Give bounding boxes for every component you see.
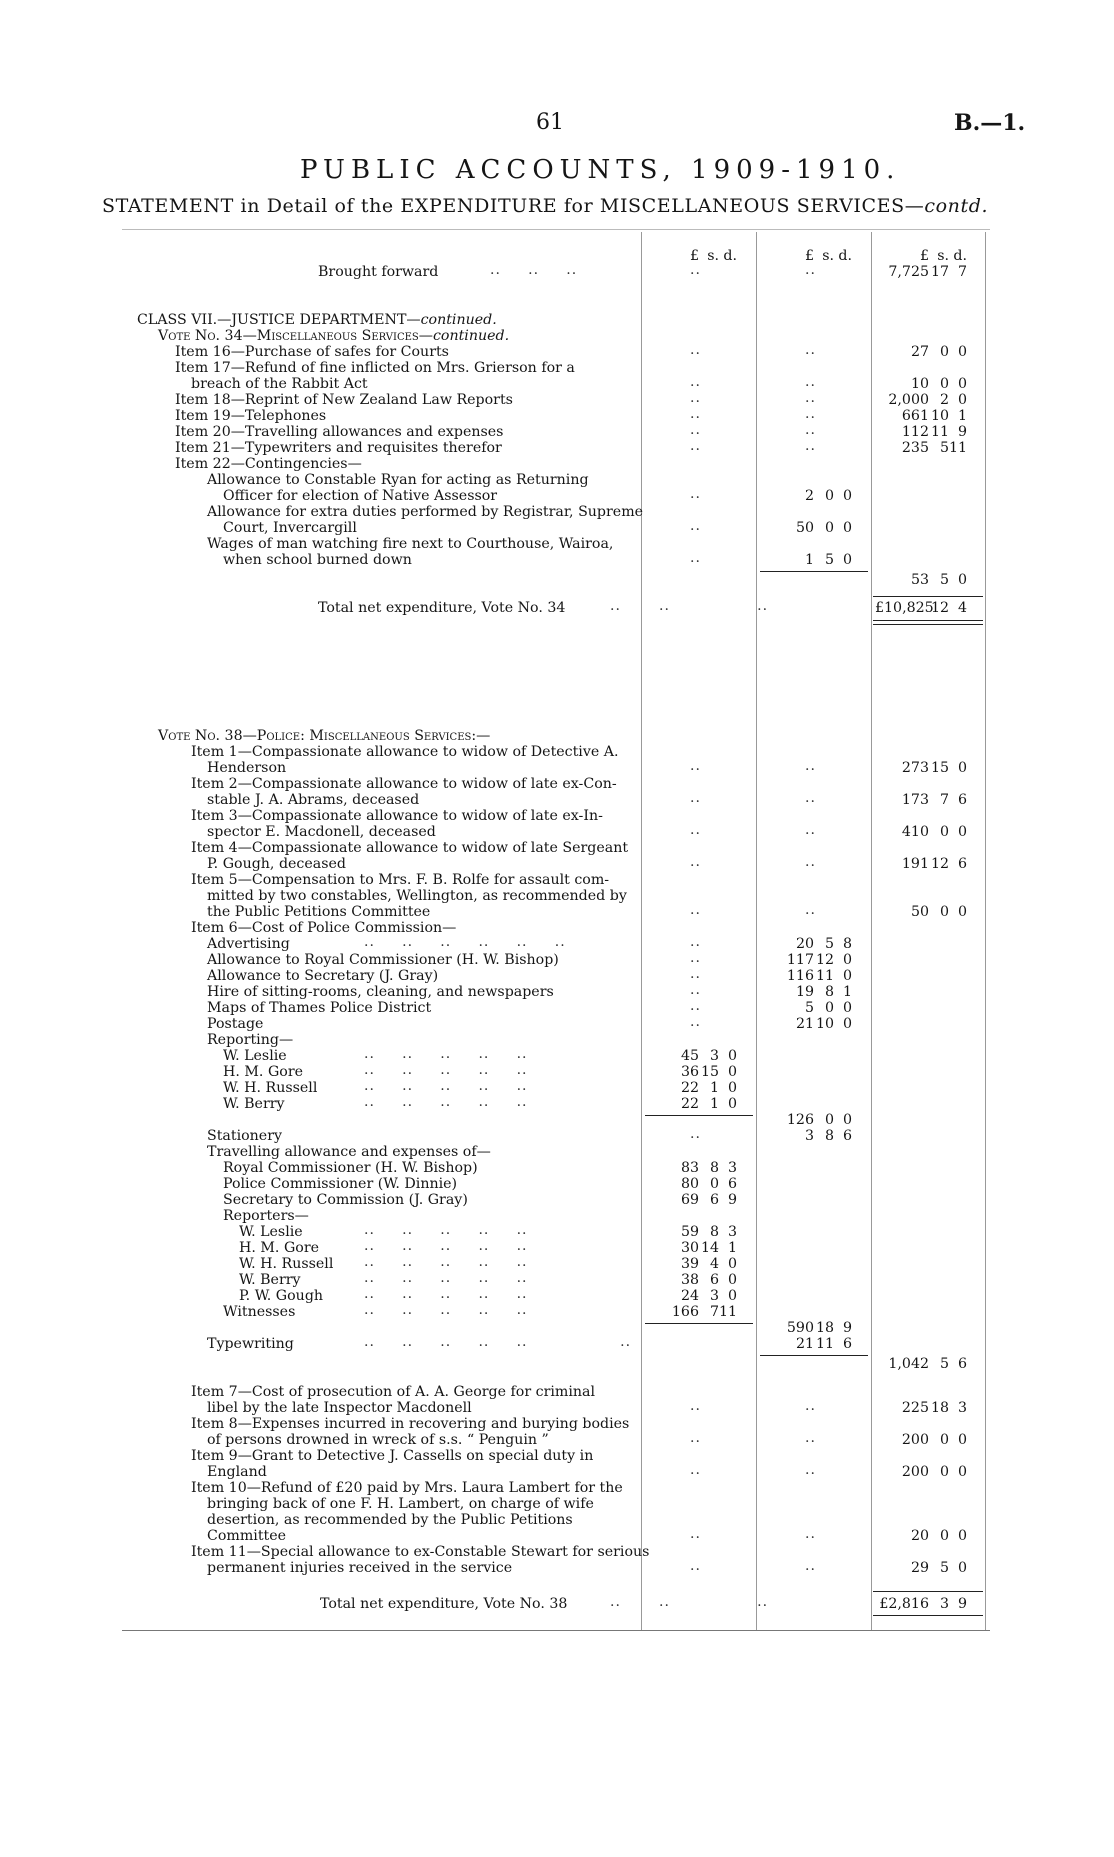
vote38-line: W. H. Russell bbox=[223, 1080, 318, 1096]
dot-leaders: .. .. .. .. .. bbox=[805, 1398, 816, 1574]
dot-leader: .. .. .. bbox=[490, 262, 578, 278]
amount-rep-leslie: 45 3 0 bbox=[680, 1048, 737, 1064]
amount-postage: 21 10 0 bbox=[795, 1016, 852, 1032]
vote38-line: libel by the late Inspector Macdonell bbox=[207, 1400, 472, 1416]
subtotal-rule bbox=[645, 1323, 753, 1324]
vote38-line: Committee bbox=[207, 1528, 287, 1544]
vote38-line: Item 5—Compensation to Mrs. F. B. Rolfe for assault com- bbox=[191, 872, 610, 888]
amount-ryan: 2 0 0 bbox=[804, 488, 852, 504]
vote38-line: Royal Commissioner (H. W. Bishop) bbox=[223, 1160, 478, 1176]
column-rule-4 bbox=[985, 232, 986, 1630]
vote38-total: £2,816 3 9 bbox=[879, 1596, 967, 1612]
vote38-line: Hire of sitting-rooms, cleaning, and newspapers bbox=[207, 984, 554, 1000]
vote34-line: Item 19—Telephones bbox=[175, 408, 327, 424]
amount-tr-gray: 69 6 9 bbox=[680, 1192, 737, 1208]
vote34-line: Allowance to Constable Ryan for acting as Returning bbox=[207, 472, 589, 488]
amount-item3: 410 0 0 bbox=[901, 824, 967, 840]
vote38-line: Item 3—Compassionate allowance to widow of late ex-In- bbox=[191, 808, 603, 824]
amount-travel-total: 590 18 9 bbox=[786, 1320, 852, 1336]
vote34-total-label: Total net expenditure, Vote No. 34 bbox=[318, 600, 566, 616]
vote38-line: spector E. Macdonell, deceased bbox=[207, 824, 436, 840]
amount-item18: 2,000 2 0 bbox=[888, 392, 967, 408]
vote38-line: Stationery bbox=[207, 1128, 282, 1144]
table-top-rule bbox=[122, 229, 990, 230]
page-number: 61 bbox=[536, 110, 564, 135]
vote38-line: Item 8—Expenses incurred in recovering and burying bodies bbox=[191, 1416, 630, 1432]
vote38-line: Allowance to Secretary (J. Gray) bbox=[207, 968, 439, 984]
dot-leaders: .. .. .. .. .. .. bbox=[690, 934, 701, 1030]
amount-item2: 173 7 6 bbox=[901, 792, 967, 808]
amount-tr-gore: 30 14 1 bbox=[680, 1240, 737, 1256]
amount-item16: 27 0 0 bbox=[910, 344, 967, 360]
amount-tr-russell: 39 4 0 bbox=[680, 1256, 737, 1272]
dot-leader: .. .. .. .. .. .. bbox=[364, 1334, 632, 1350]
vote34-line: Officer for election of Native Assessor bbox=[223, 488, 498, 504]
col3-head: £ s. d. bbox=[919, 248, 967, 264]
column-rule-3 bbox=[871, 232, 872, 1630]
total-rule-bottom bbox=[873, 1615, 983, 1616]
dot-leaders: .. .. .. .. .. .. .. .. .. .. .. .. .. .. .. .. .. .. .. .. .. .. .. .. .. .. .. .. .. .. bbox=[364, 1222, 528, 1318]
amount-item5: 50 0 0 bbox=[910, 904, 967, 920]
vote38-line: permanent injuries received in the service bbox=[207, 1560, 513, 1576]
vote38-line: Typewriting bbox=[207, 1336, 294, 1352]
vote34-total: £10,825 12 4 bbox=[875, 600, 967, 616]
brought-forward-label: Brought forward bbox=[318, 264, 439, 280]
amount-tr-leslie: 59 8 3 bbox=[680, 1224, 737, 1240]
total-double-rule bbox=[873, 624, 983, 625]
amount-item20: 112 11 9 bbox=[901, 424, 967, 440]
vote38-line: Item 1—Compassionate allowance to widow of Detective A. bbox=[191, 744, 619, 760]
amount-item8: 200 0 0 bbox=[901, 1432, 967, 1448]
brought-forward-amount: 7,725 17 7 bbox=[888, 264, 967, 280]
amount-item1: 273 15 0 bbox=[901, 760, 967, 776]
amount-allow-bishop: 117 12 0 bbox=[786, 952, 852, 968]
vote38-line: Item 4—Compassionate allowance to widow of late Sergeant bbox=[191, 840, 629, 856]
amount-typewriting: 21 11 6 bbox=[795, 1336, 852, 1352]
vote38-line: Postage bbox=[207, 1016, 264, 1032]
vote34-line: Item 22—Contingencies— bbox=[175, 456, 362, 472]
vote38-line: Advertising bbox=[207, 936, 290, 952]
amount-rep-gore: 36 15 0 bbox=[680, 1064, 737, 1080]
vote34-line: Item 21—Typewriters and requisites therefor bbox=[175, 440, 502, 456]
vote38-line: Item 7—Cost of prosecution of A. A. George for criminal bbox=[191, 1384, 596, 1400]
col1-empty: .. bbox=[690, 262, 701, 278]
subtotal-rule bbox=[645, 1115, 753, 1116]
vote38-line: Allowance to Royal Commissioner (H. W. Bishop) bbox=[207, 952, 559, 968]
vote38-line: Reporting— bbox=[207, 1032, 294, 1048]
amount-advertising: 20 5 8 bbox=[795, 936, 852, 952]
column-rule-2 bbox=[756, 232, 757, 1630]
page-title: PUBLIC ACCOUNTS, 1909-1910. bbox=[300, 155, 901, 185]
vote38-line: Item 2—Compassionate allowance to widow of late ex-Con- bbox=[191, 776, 617, 792]
amount-tr-dinnie: 80 0 6 bbox=[680, 1176, 737, 1192]
amount-item10: 20 0 0 bbox=[910, 1528, 967, 1544]
total-rule-bottom bbox=[873, 620, 983, 621]
vote34-line: Allowance for extra duties performed by Registrar, Supreme bbox=[207, 504, 644, 520]
amount-tr-gough: 24 3 0 bbox=[680, 1288, 737, 1304]
vote38-line: P. Gough, deceased bbox=[207, 856, 346, 872]
vote38-line: W. Leslie bbox=[223, 1048, 287, 1064]
vote34-line: Wages of man watching fire next to Courthouse, Wairoa, bbox=[207, 536, 614, 552]
vote38-line: P. W. Gough bbox=[239, 1288, 324, 1304]
vote38-line: Police Commissioner (W. Dinnie) bbox=[223, 1176, 458, 1192]
dot-leaders: .. .. .. .. .. .. bbox=[805, 342, 816, 454]
vote38-line: Item 6—Cost of Police Commission— bbox=[191, 920, 457, 936]
dot-leader: .. bbox=[690, 1126, 701, 1142]
table-bottom-rule bbox=[122, 1630, 990, 1631]
vote38-line: Travelling allowance and expenses of— bbox=[207, 1144, 491, 1160]
vote34-line: Item 16—Purchase of safes for Courts bbox=[175, 344, 449, 360]
amount-item7: 225 18 3 bbox=[901, 1400, 967, 1416]
statement-text: STATEMENT in Detail of the EXPENDITURE for MISCELLANEOUS SERVICES— bbox=[102, 195, 925, 217]
vote38-line: W. Berry bbox=[223, 1096, 285, 1112]
amount-item4: 191 12 6 bbox=[901, 856, 967, 872]
dot-leader: .. .. .. bbox=[610, 598, 769, 614]
amount-allow-gray: 116 11 0 bbox=[786, 968, 852, 984]
vote38-heading: Vote No. 38—Police: Miscellaneous Services:— bbox=[158, 728, 491, 744]
vote38-line: Item 9—Grant to Detective J. Cassells on special duty in bbox=[191, 1448, 594, 1464]
dot-leaders: .. .. .. .. .. .. bbox=[364, 934, 566, 950]
vote38-line: Item 11—Special allowance to ex-Constable Stewart for serious bbox=[191, 1544, 650, 1560]
amount-tr-witnesses: 166 7 11 bbox=[671, 1304, 738, 1320]
vote38-line: Item 10—Refund of £20 paid by Mrs. Laura Lambert for the bbox=[191, 1480, 623, 1496]
subtotal-rule bbox=[760, 571, 868, 572]
statement-contd: contd. bbox=[924, 195, 989, 217]
vote38-line: England bbox=[207, 1464, 267, 1480]
amount-hire: 19 8 1 bbox=[795, 984, 852, 1000]
vote38-line: Reporters— bbox=[223, 1208, 309, 1224]
dot-leaders: .. .. .. .. .. .. .. .. .. .. .. .. .. .. .. .. .. .. .. .. bbox=[364, 1046, 528, 1110]
dot-leaders: .. .. .. .. .. .. .. .. .. bbox=[690, 342, 701, 566]
vote34-line: Court, Invercargill bbox=[223, 520, 357, 536]
amount-wages: 1 5 0 bbox=[804, 552, 852, 568]
amount-reporting-total: 126 0 0 bbox=[786, 1112, 852, 1128]
dot-leaders: .. .. .. .. .. bbox=[690, 758, 701, 918]
vote38-line: Secretary to Commission (J. Gray) bbox=[223, 1192, 468, 1208]
vote34-heading: Vote No. 34—Miscellaneous Services—continued. bbox=[158, 328, 510, 344]
dot-leaders: .. .. .. .. .. bbox=[805, 758, 816, 918]
vote34-line: Item 17—Refund of fine inflicted on Mrs. Grierson for a bbox=[175, 360, 575, 376]
vote38-line: of persons drowned in wreck of s.s. “ Penguin ” bbox=[207, 1432, 549, 1448]
col1-head: £ s. d. bbox=[689, 248, 737, 264]
vote38-line: desertion, as recommended by the Public Petitions bbox=[207, 1512, 573, 1528]
amount-item6-total: 1,042 5 6 bbox=[888, 1356, 967, 1372]
vote34-line: Item 20—Travelling allowances and expenses bbox=[175, 424, 504, 440]
vote38-line: stable J. A. Abrams, deceased bbox=[207, 792, 420, 808]
vote38-line: Maps of Thames Police District bbox=[207, 1000, 432, 1016]
amount-rep-russell: 22 1 0 bbox=[680, 1080, 737, 1096]
dot-leader: .. .. .. bbox=[610, 1594, 769, 1610]
vote34-line: when school burned down bbox=[223, 552, 412, 568]
vote38-line: W. Berry bbox=[239, 1272, 301, 1288]
document-code: B.—1. bbox=[954, 110, 1026, 136]
subtotal-rule bbox=[760, 1355, 868, 1356]
vote38-line: W. H. Russell bbox=[239, 1256, 334, 1272]
vote34-line: Item 18—Reprint of New Zealand Law Reports bbox=[175, 392, 513, 408]
column-rule-1 bbox=[641, 232, 642, 1630]
amount-tr-berry: 38 6 0 bbox=[680, 1272, 737, 1288]
total-rule-top bbox=[873, 1591, 983, 1592]
amount-registrar: 50 0 0 bbox=[795, 520, 852, 536]
amount-item17: 10 0 0 bbox=[910, 376, 967, 392]
amount-item22-total: 53 5 0 bbox=[910, 572, 967, 588]
col2-empty: .. bbox=[805, 262, 816, 278]
statement-heading bbox=[102, 195, 988, 217]
vote38-line: mitted by two constables, Wellington, as recommended by bbox=[207, 888, 627, 904]
dot-leaders: .. .. .. .. .. bbox=[690, 1398, 701, 1574]
amount-tr-bishop: 83 8 3 bbox=[680, 1160, 737, 1176]
total-rule-top bbox=[873, 596, 983, 597]
vote38-line: H. M. Gore bbox=[239, 1240, 319, 1256]
class-heading: CLASS VII.—JUSTICE DEPARTMENT—continued. bbox=[137, 312, 497, 328]
amount-item19: 661 10 1 bbox=[901, 408, 967, 424]
amount-maps: 5 0 0 bbox=[804, 1000, 852, 1016]
col2-head: £ s. d. bbox=[804, 248, 852, 264]
amount-item11: 29 5 0 bbox=[910, 1560, 967, 1576]
vote38-line: bringing back of one F. H. Lambert, on charge of wife bbox=[207, 1496, 594, 1512]
vote34-line: breach of the Rabbit Act bbox=[191, 376, 368, 392]
vote38-line: H. M. Gore bbox=[223, 1064, 303, 1080]
vote38-line: the Public Petitions Committee bbox=[207, 904, 431, 920]
vote38-line: Henderson bbox=[207, 760, 287, 776]
amount-item9: 200 0 0 bbox=[901, 1464, 967, 1480]
amount-stationery: 3 8 6 bbox=[804, 1128, 852, 1144]
amount-rep-berry: 22 1 0 bbox=[680, 1096, 737, 1112]
vote38-line: W. Leslie bbox=[239, 1224, 303, 1240]
vote38-line: Witnesses bbox=[223, 1304, 296, 1320]
vote38-total-label: Total net expenditure, Vote No. 38 bbox=[320, 1596, 568, 1612]
amount-item21: 235 5 11 bbox=[901, 440, 968, 456]
